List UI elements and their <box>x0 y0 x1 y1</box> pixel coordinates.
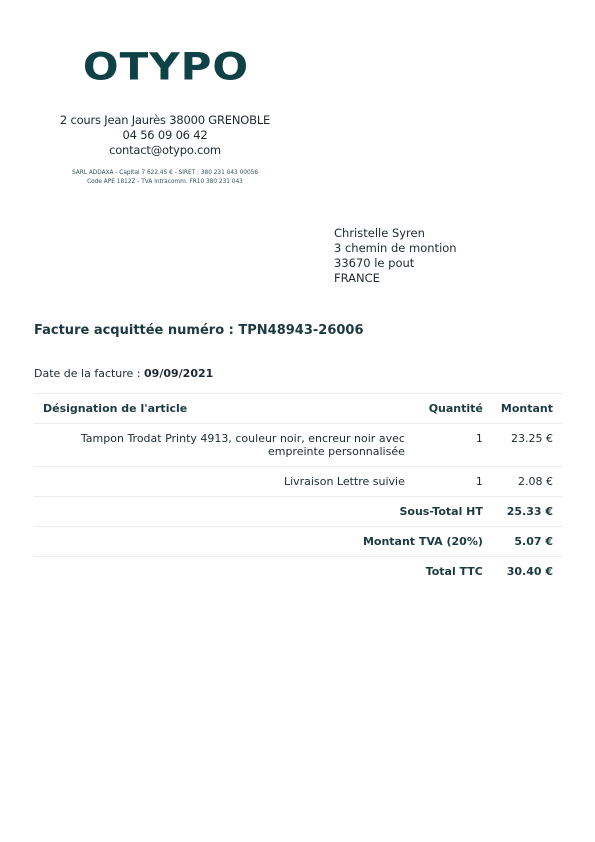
company-email: contact@otypo.com <box>109 143 221 157</box>
total-row <box>34 557 562 587</box>
item-amount: 23.25 € <box>492 424 562 467</box>
vat-row <box>34 527 562 557</box>
total-label: Total TTC <box>34 557 492 587</box>
column-header-designation: Désignation de l'article <box>34 394 414 424</box>
invoice-date-label: Date de la facture : <box>34 367 141 380</box>
subtotal-label: Sous-Total HT <box>34 497 492 527</box>
company-info <box>40 113 290 158</box>
total-value: 30.40 € <box>492 557 562 587</box>
customer-address <box>334 226 457 286</box>
item-quantity: 1 <box>414 467 492 497</box>
company-legal <box>40 169 290 187</box>
table-row <box>34 467 562 497</box>
table-row <box>34 424 562 467</box>
customer-country: FRANCE <box>334 271 380 285</box>
column-header-amount: Montant <box>492 394 562 424</box>
customer-street: 3 chemin de montion <box>334 241 457 255</box>
company-phone: 04 56 09 06 42 <box>122 128 208 142</box>
item-designation: Livraison Lettre suivie <box>34 467 414 497</box>
invoice-date-value: 09/09/2021 <box>144 367 214 380</box>
item-quantity: 1 <box>414 424 492 467</box>
customer-city: 33670 le pout <box>334 256 415 270</box>
item-amount: 2.08 € <box>492 467 562 497</box>
column-header-quantity: Quantité <box>414 394 492 424</box>
invoice-title: Facture acquittée numéro : TPN48943-26006 <box>34 323 364 338</box>
company-address: 2 cours Jean Jaurès 38000 GRENOBLE <box>59 113 271 127</box>
vat-label: Montant TVA (20%) <box>34 527 492 557</box>
table-header-row <box>34 394 562 424</box>
invoice-date <box>34 367 213 380</box>
company-legal-line: Code APE 1812Z - TVA intracomm. FR10 380 231 043 <box>87 179 243 185</box>
item-designation: Tampon Trodat Printy 4913, couleur noir, encreur noir avec empreinte personnalisée <box>34 424 414 467</box>
invoice-items-table <box>34 393 562 586</box>
company-logo: OTYPO <box>82 44 250 89</box>
company-legal-line: SARL ADDAXA - Capital 7 622.45 € - SIRET : 380 231 043 00056 <box>71 170 259 176</box>
subtotal-value: 25.33 € <box>492 497 562 527</box>
customer-name: Christelle Syren <box>334 226 425 240</box>
subtotal-row <box>34 497 562 527</box>
vat-value: 5.07 € <box>492 527 562 557</box>
